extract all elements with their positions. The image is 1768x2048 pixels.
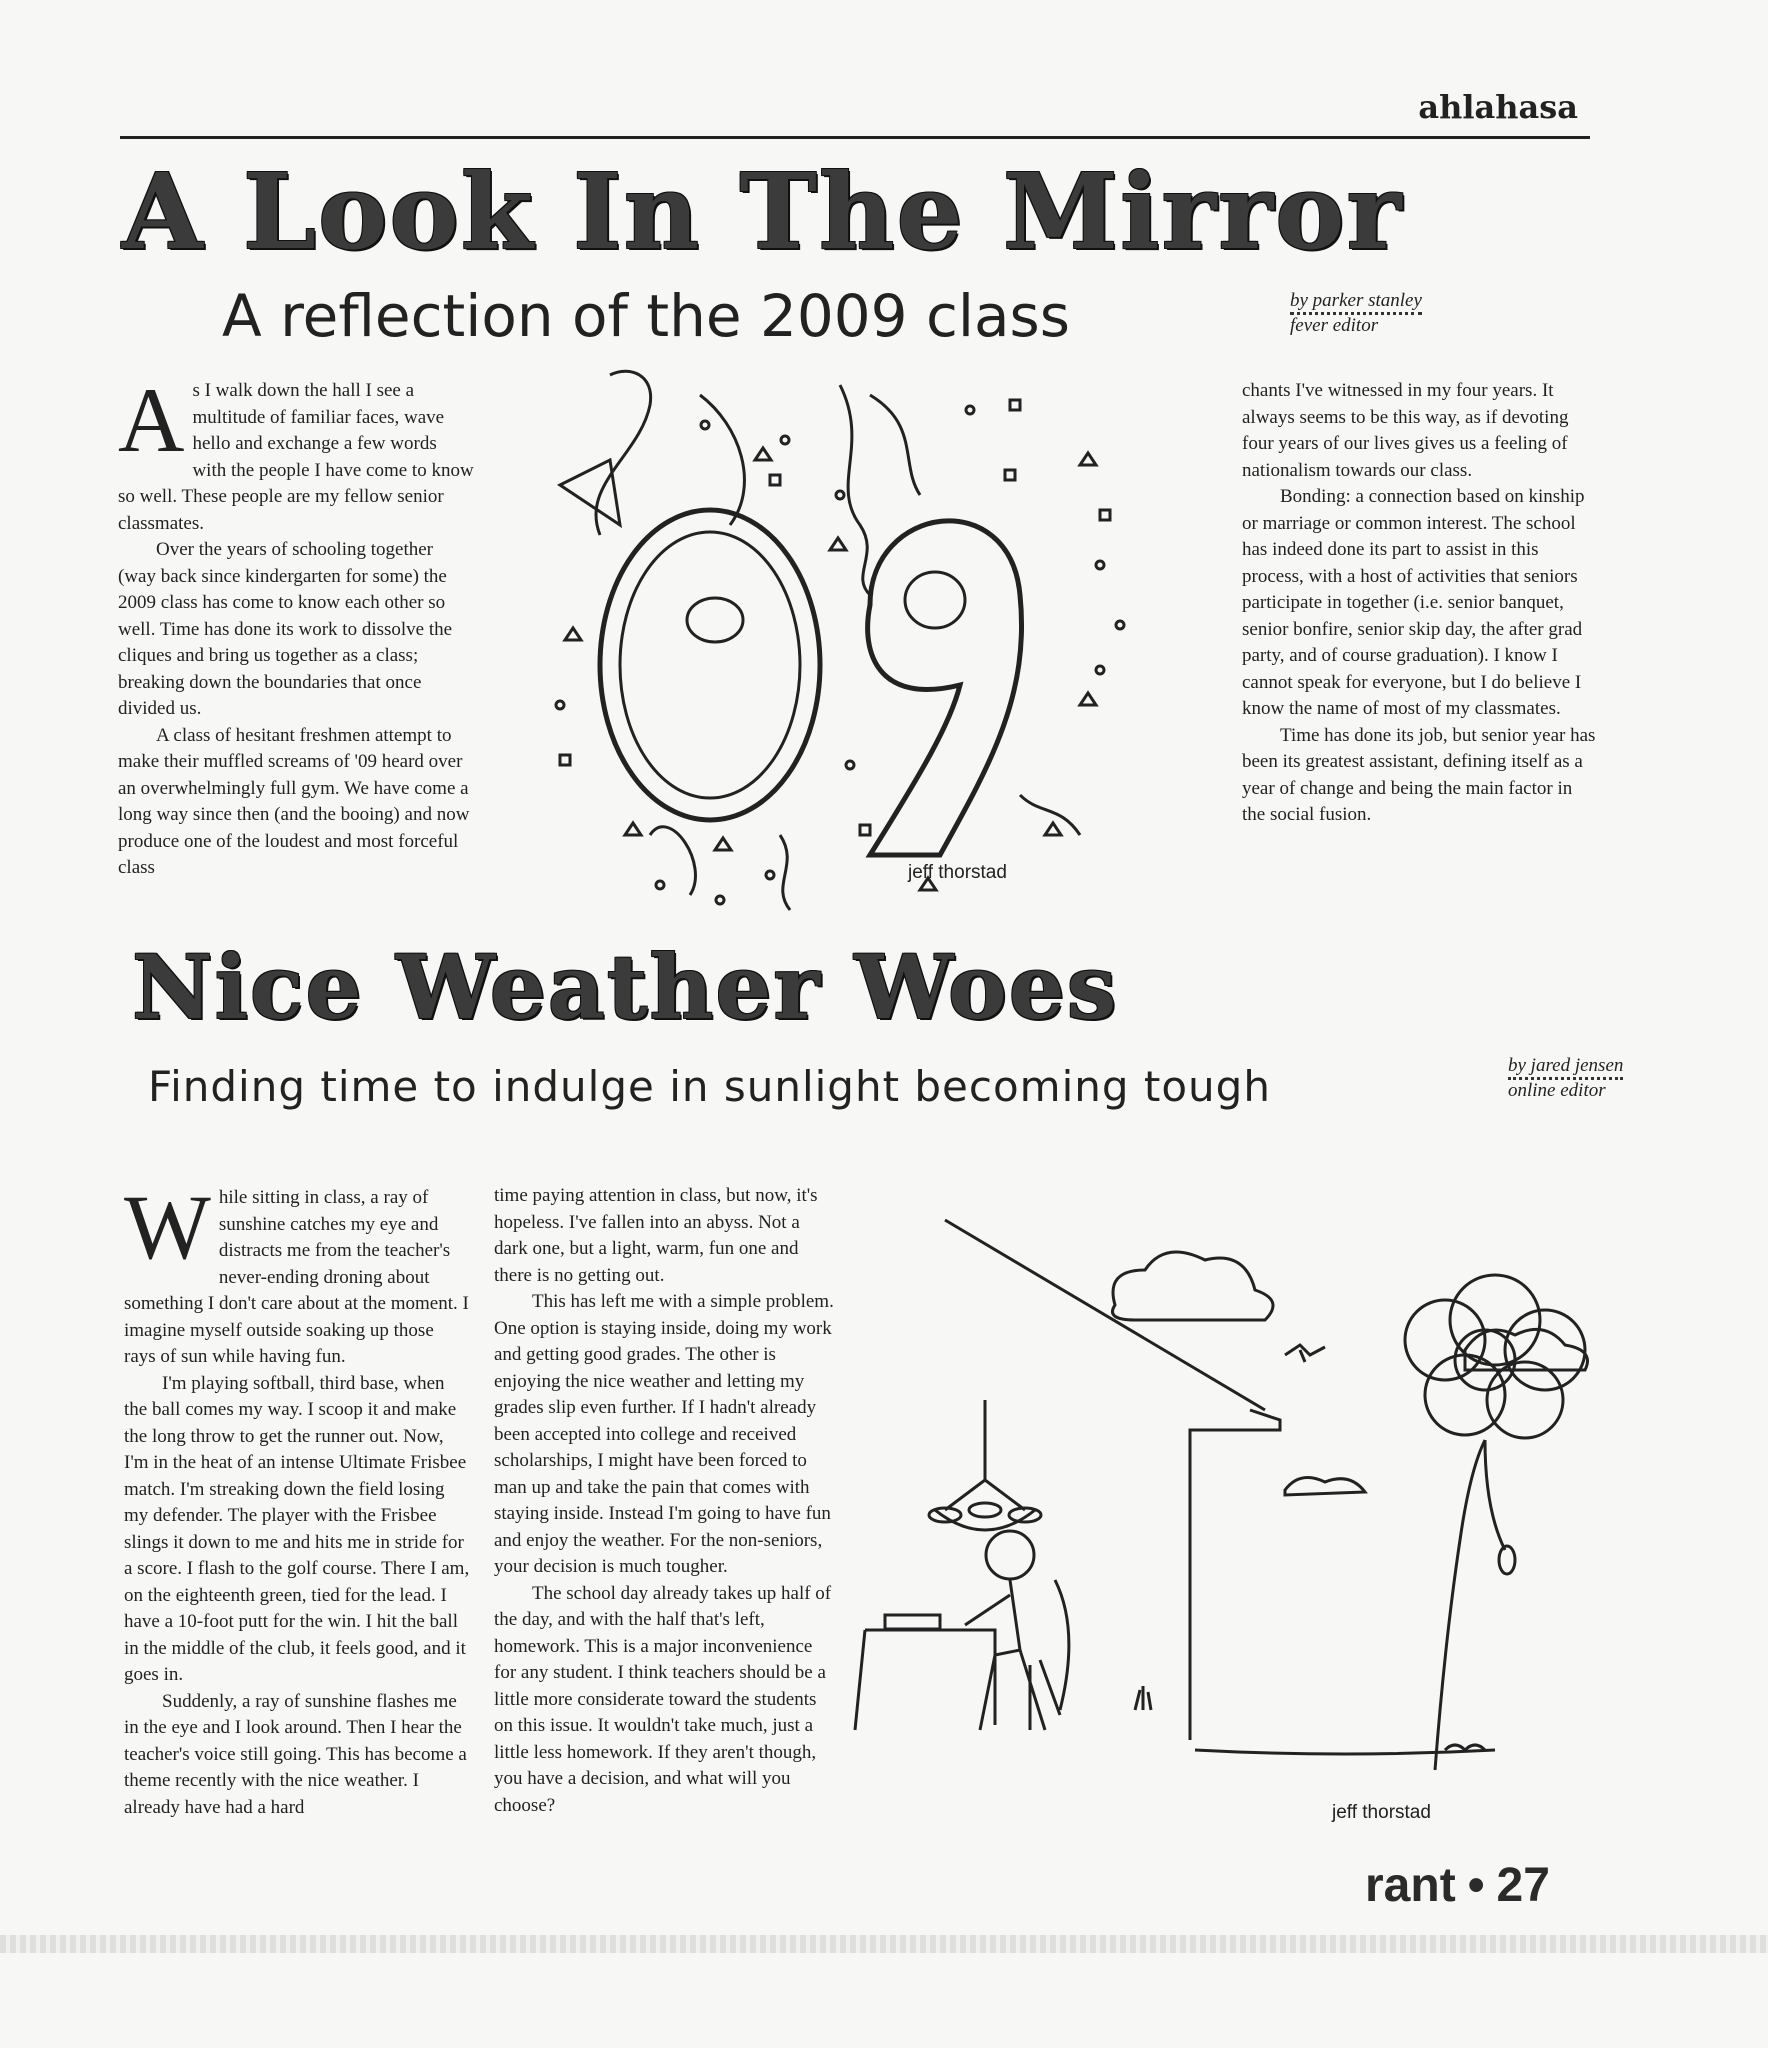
article1-subhead: A reflection of the 2009 class (222, 282, 1070, 350)
class-of-09-illustration (540, 365, 1180, 920)
article1-headline: A Look In The Mirror (122, 150, 1404, 273)
article1-paragraph: A class of hesitant freshmen attempt to make their muffled screams of '09 heard over an overwhelmingly full gym. We have come a long way since then (and the booing) and now produce one of the loudest and most forceful class (118, 724, 470, 878)
page-footer (1365, 1858, 1550, 1913)
article2-byline-name: by jared jensen (1508, 1055, 1623, 1080)
article1-byline-role: fever editor (1290, 315, 1379, 336)
article2-headline: Nice Weather Woes (132, 935, 1119, 1039)
article1-byline (1290, 290, 1422, 336)
article1-column-left (118, 369, 474, 882)
article2-byline-role: online editor (1508, 1080, 1606, 1101)
section-tag: ahlahasa (1418, 88, 1578, 126)
article2-paragraph: time paying attention in class, but now, it's hopeless. I've fallen into an abyss. Not a dark one, but a light, warm, fun one and there is no getting out. (494, 1185, 818, 1286)
window-daydream-illustration (845, 1210, 1645, 1830)
article2-paragraph: While sitting in class, a ray of sunshine catches my eye and distracts me from the teacher's never-ending droning about something I don't care about at the moment. I imagine myself outside soaking up those rays of sun while having fun. (124, 1176, 469, 1367)
article2-subhead: Finding time to indulge in sunlight becoming tough (148, 1062, 1271, 1111)
scan-edge-bleed (0, 1935, 1768, 1953)
publication-name: rant (1365, 1859, 1456, 1912)
article2-paragraph: The school day already takes up half of the day, and with the half that's left, homework. This is a major inconvenience for any student. I think teachers should be a little more considerate toward the students on this issue. It wouldn't take much, just a little less homework. If they aren't though, you have a decision, and what will you choose? (494, 1582, 832, 1816)
article1-column-right (1242, 378, 1597, 829)
article2-paragraph: Suddenly, a ray of sunshine flashes me in the eye and I look around. Then I hear the teacher's voice still going. This has become a theme recently with the nice weather. I already have had a hard (124, 1690, 467, 1818)
article2-paragraph: This has left me with a simple problem. One option is staying inside, doing my work and getting good grades. The other is enjoying the nice weather and letting my grades slip even further. If I hadn't already been accepted into college and received scholarships, I might have been forced to man up and take the pain that comes with staying inside. Instead I'm going to have fun and enjoy the weather. For the non-seniors, your decision is much tougher. (494, 1291, 834, 1577)
article2-illustration-credit: jeff thorstad (1332, 1802, 1431, 1823)
article1-illustration-credit: jeff thorstad (908, 862, 1007, 883)
article1-paragraph: Over the years of schooling together (way back since kindergarten for some) the 2009 class has come to know each other so well. Time has done its work to dissolve the cliques and bring us together as a class; breaking down the boundaries that once divided us. (118, 539, 453, 719)
article1-byline-name: by parker stanley (1290, 290, 1422, 315)
article1-paragraph: As I walk down the hall I see a multitude of familiar faces, wave hello and exchange a few words with the people I have come to know so well. These people are my fellow senior classmates. (118, 369, 474, 534)
article1-paragraph: Time has done its job, but senior year has been its greatest assistant, defining itself as a year of change and being the main factor in the social fusion. (1242, 724, 1596, 825)
page-number: 27 (1496, 1859, 1550, 1912)
article2-byline (1508, 1055, 1623, 1101)
footer-separator: • (1467, 1859, 1485, 1912)
article2-column-left (124, 1176, 470, 1821)
article1-dropcap: A (118, 369, 185, 471)
article2-dropcap: W (124, 1176, 211, 1278)
article2-column-right (494, 1183, 838, 1819)
header-rule (120, 136, 1590, 139)
article1-paragraph: Bonding: a connection based on kinship or marriage or common interest. The school has indeed done its part to assist in this process, with a host of activities that seniors participate in together (i.e. senior banquet, senior bonfire, senior skip day, the after grad party, and of course graduation). I know I cannot speak for everyone, but I do believe I know the name of most of my classmates. (1242, 486, 1585, 719)
article2-paragraph: I'm playing softball, third base, when the ball comes my way. I scoop it and make the long throw to get the runner out. Now, I'm in the heat of an intense Ultimate Frisbee match. I'm streaking down the field losing my defender. The player with the Frisbee slings it down to me and hits me in stride for a score. I flash to the golf course. There I am, on the eighteenth green, tied for the lead. I have a 10-foot putt for the win. I hit the ball in the middle of the club, it feels good, and it goes in. (124, 1372, 470, 1685)
article1-paragraph: chants I've witnessed in my four years. It always seems to be this way, as if devoting four years of our lives gives us a feeling of nationalism towards our class. (1242, 380, 1569, 481)
